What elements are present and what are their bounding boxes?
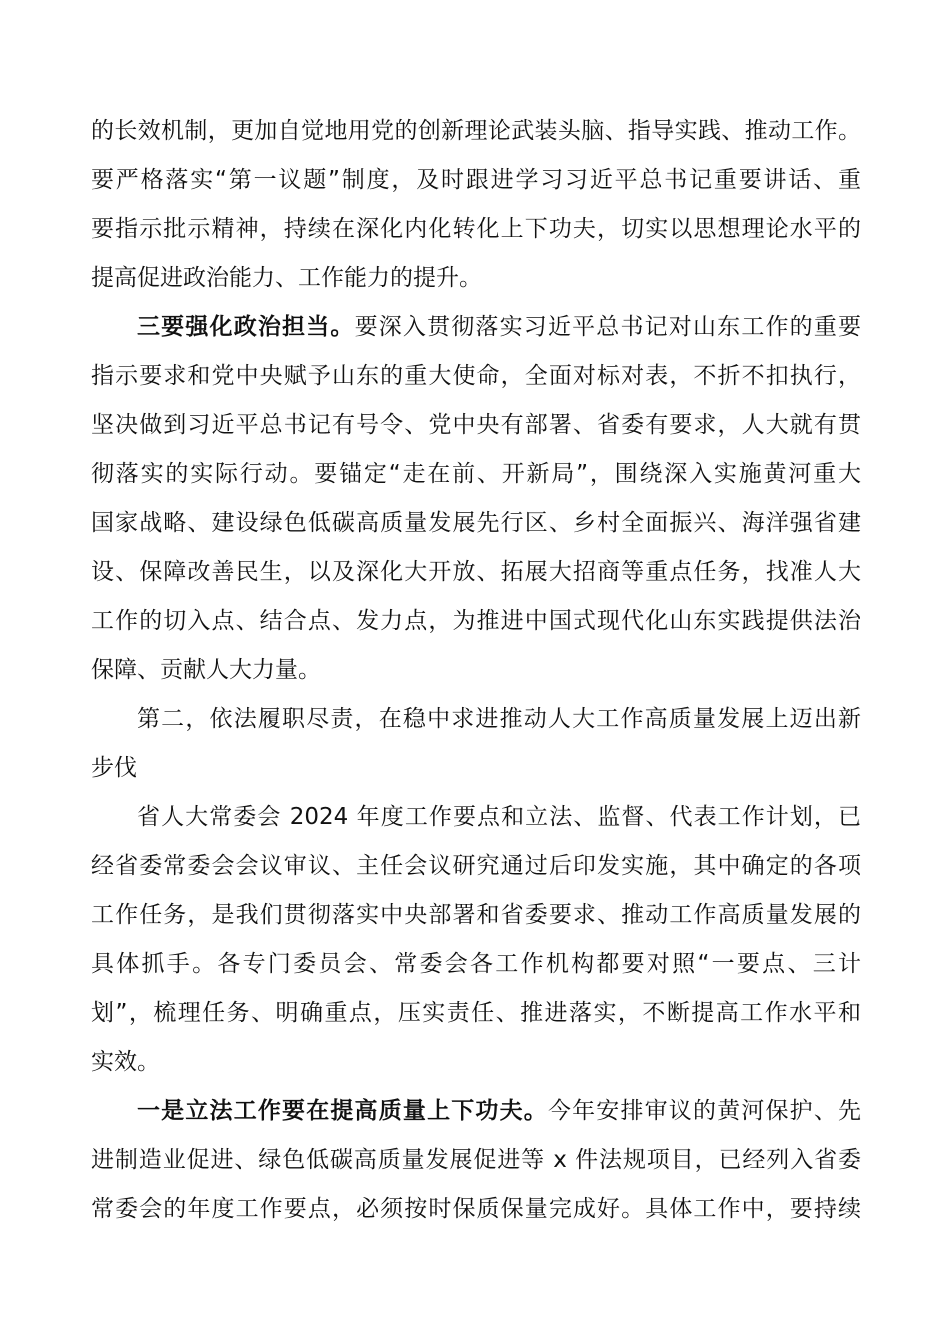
paragraph <box>91 793 861 1087</box>
text-line: 要严格落实“第一议题”制度，及时跟进学习习近平总书记重要讲话、重 <box>91 167 861 193</box>
text-span: 今年安排审议的黄河保护、先 <box>547 1098 861 1124</box>
text-line: 工作的切入点、结合点、发力点，为推进中国式现代化山东实践提供法治 <box>91 608 861 634</box>
text-line: 提高促进政治能力、工作能力的提升。 <box>91 265 482 291</box>
paragraph <box>91 303 861 695</box>
text-line: 划”，梳理任务、明确重点，压实责任、推进落实，不断提高工作水平和 <box>91 1000 861 1026</box>
text-span: 要深入贯彻落实习近平总书记对山东工作的重要 <box>354 314 861 340</box>
text-line: 的长效机制，更加自觉地用党的创新理论武装头脑、指导实践、推动工作。 <box>91 118 861 144</box>
text-line: 常委会的年度工作要点，必须按时保质保量完成好。具体工作中，要持续 <box>91 1196 861 1222</box>
text-line: 指示要求和党中央赋予山东的重大使命，全面对标对表，不折不扣执行， <box>91 363 861 389</box>
text-line: 工作任务，是我们贯彻落实中央部署和省委要求、推动工作高质量发展的 <box>91 902 861 928</box>
paragraph-lead-heading: 三要强化政治担当。 <box>137 314 355 340</box>
text-line: 进制造业促进、绿色低碳高质量发展促进等 x 件法规项目，已经列入省委 <box>91 1147 861 1173</box>
text-line: 实效。 <box>91 1049 160 1075</box>
paragraph <box>91 107 861 303</box>
text-line: 具体抓手。各专门委员会、常委会各工作机构都要对照“一要点、三计 <box>91 951 861 977</box>
text-line: 设、保障改善民生，以及深化大开放、拓展大招商等重点任务，找准人大 <box>91 559 861 585</box>
section-heading <box>91 695 861 793</box>
text-line <box>91 303 861 352</box>
text-line: 省人大常委会 2024 年度工作要点和立法、监督、代表工作计划，已 <box>137 804 861 830</box>
text-line: 第二，依法履职尽责，在稳中求进推动人大工作高质量发展上迈出新 <box>137 706 861 732</box>
text-line: 国家战略、建设绿色低碳高质量发展先行区、乡村全面振兴、海洋强省建 <box>91 510 861 536</box>
text-line: 经省委常委会会议审议、主任会议研究通过后印发实施，其中确定的各项 <box>91 853 861 879</box>
text-line: 彻落实的实际行动。要锚定“走在前、开新局”，围绕深入实施黄河重大 <box>91 461 861 487</box>
text-line: 坚决做到习近平总书记有号令、党中央有部署、省委有要求，人大就有贯 <box>91 412 861 438</box>
paragraph <box>91 1087 861 1234</box>
document-body <box>91 107 861 1234</box>
text-line: 步伐 <box>91 755 137 781</box>
paragraph-lead-heading: 一是立法工作要在提高质量上下功夫。 <box>137 1098 548 1124</box>
text-line: 保障、贡献人大力量。 <box>91 657 321 683</box>
text-line <box>91 1087 861 1136</box>
text-line: 要指示批示精神，持续在深化内化转化上下功夫，切实以思想理论水平的 <box>91 216 861 242</box>
